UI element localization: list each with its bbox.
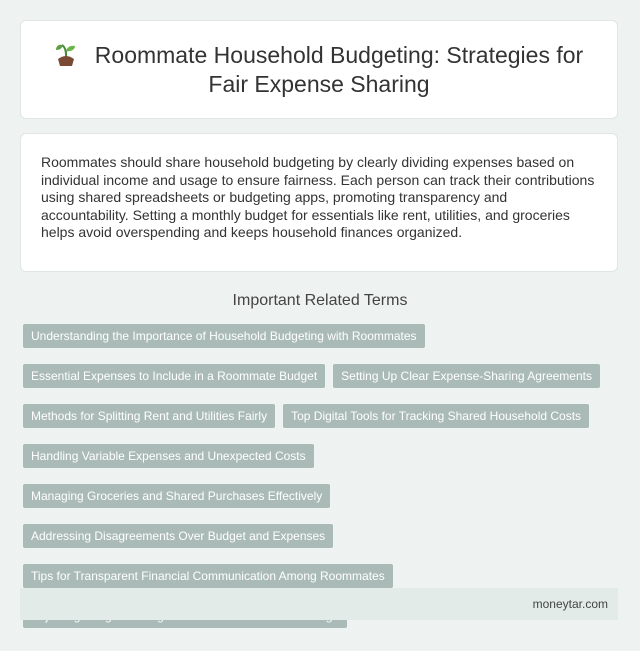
term-tag[interactable]: Understanding the Importance of Household Budgeting with Roommates <box>23 324 425 348</box>
summary-card <box>20 133 618 272</box>
term-tag[interactable]: Managing Groceries and Shared Purchases Effectively <box>23 484 330 508</box>
term-tag[interactable]: Tips for Transparent Financial Communication Among Roommates <box>23 564 393 588</box>
footer <box>20 588 618 620</box>
term-tag[interactable]: Addressing Disagreements Over Budget and Expenses <box>23 524 333 548</box>
related-terms-heading: Important Related Terms <box>232 292 408 309</box>
term-tag[interactable]: Handling Variable Expenses and Unexpected Costs <box>23 444 314 468</box>
summary-text: Roommates should share household budgeting by clearly dividing expenses based on individual income and usage to ensure fairness. Each person can track their contributions using shared spreadsheets or budgeting apps, promoting transparency and accountability. Setting a monthly budget for essentials like rent, utilities, and groceries helps avoid overspending and keeps household finances organized. <box>41 154 595 240</box>
term-tag[interactable]: Setting Up Clear Expense-Sharing Agreements <box>333 364 600 388</box>
term-tag[interactable]: Methods for Splitting Rent and Utilities Fairly <box>23 404 275 428</box>
term-tag[interactable]: Essential Expenses to Include in a Roommate Budget <box>23 364 325 388</box>
term-tag[interactable]: Top Digital Tools for Tracking Shared Household Costs <box>283 404 589 428</box>
page-title-text: Roommate Household Budgeting: Strategies for Fair Expense Sharing <box>94 41 584 97</box>
related-terms-list <box>23 324 623 628</box>
site-name[interactable]: moneytar.com <box>532 597 608 611</box>
sprout-icon <box>55 41 77 67</box>
title-card <box>20 20 618 119</box>
page-title <box>21 41 617 99</box>
